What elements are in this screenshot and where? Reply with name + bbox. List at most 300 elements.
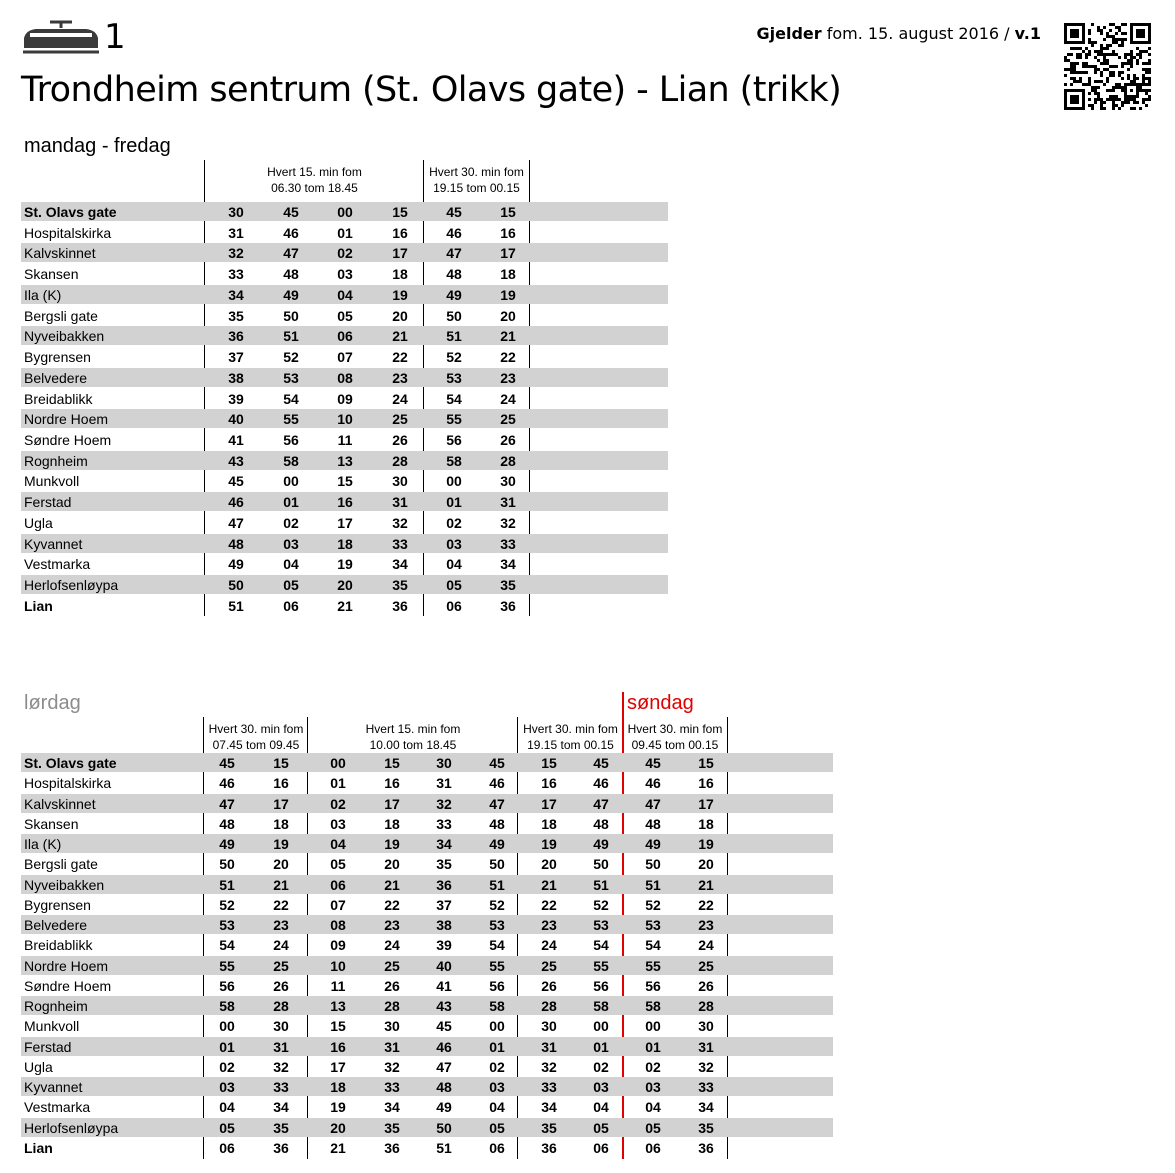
departure-minute: 05 <box>330 856 346 873</box>
departure-minute: 16 <box>541 775 557 792</box>
departure-minute: 16 <box>698 775 714 792</box>
column-header <box>205 164 424 196</box>
departure-minute: 03 <box>283 535 299 552</box>
departure-minute: 02 <box>593 1058 609 1075</box>
departure-minute: 19 <box>698 836 714 853</box>
departure-minute: 19 <box>330 1099 346 1116</box>
departure-minute: 31 <box>384 1038 400 1055</box>
departure-minute: 47 <box>645 795 661 812</box>
departure-minute: 03 <box>645 1079 661 1096</box>
departure-minute: 51 <box>436 1139 452 1156</box>
departure-minute: 23 <box>500 369 516 386</box>
departure-minute: 16 <box>500 224 516 241</box>
stop-name: Søndre Hoem <box>24 977 112 994</box>
departure-minute: 18 <box>541 815 557 832</box>
departure-minute: 19 <box>541 836 557 853</box>
departure-minute: 39 <box>436 937 452 954</box>
departure-minute: 48 <box>283 266 299 283</box>
departure-minute: 46 <box>593 775 609 792</box>
departure-minute: 26 <box>500 432 516 449</box>
departure-minute: 52 <box>219 896 235 913</box>
departure-minute: 23 <box>392 369 408 386</box>
departure-minute: 06 <box>283 597 299 614</box>
departure-minute: 43 <box>228 452 244 469</box>
departure-minute: 33 <box>384 1079 400 1096</box>
departure-minute: 49 <box>446 286 462 303</box>
departure-minute: 33 <box>500 535 516 552</box>
departure-minute: 52 <box>489 896 505 913</box>
weekday-title: mandag - fredag <box>24 135 171 157</box>
departure-minute: 06 <box>219 1139 235 1156</box>
departure-minute: 35 <box>698 1119 714 1136</box>
departure-minute: 58 <box>593 998 609 1015</box>
departure-minute: 02 <box>330 795 346 812</box>
departure-minute: 49 <box>645 836 661 853</box>
departure-minute: 07 <box>330 896 346 913</box>
departure-minute: 15 <box>500 204 516 220</box>
departure-minute: 36 <box>436 876 452 893</box>
stop-name: Kyvannet <box>24 535 83 552</box>
column-header <box>424 164 529 196</box>
departure-minute: 03 <box>593 1079 609 1096</box>
departure-minute: 25 <box>273 957 289 974</box>
departure-minute: 17 <box>273 795 289 812</box>
departure-minute: 34 <box>436 836 452 853</box>
column-header-line2: 06.30 tom 18.45 <box>271 181 358 195</box>
departure-minute: 32 <box>392 514 408 531</box>
departure-minute: 32 <box>698 1058 714 1075</box>
departure-minute: 18 <box>330 1079 346 1096</box>
departure-minute: 31 <box>228 224 244 241</box>
departure-minute: 33 <box>698 1079 714 1096</box>
departure-minute: 01 <box>489 1038 505 1055</box>
departure-minute: 32 <box>384 1058 400 1075</box>
departure-minute: 25 <box>392 411 408 428</box>
departure-minute: 00 <box>283 473 299 490</box>
departure-minute: 28 <box>384 998 400 1015</box>
departure-minute: 50 <box>645 856 661 873</box>
departure-minute: 46 <box>228 494 244 511</box>
departure-minute: 47 <box>489 795 505 812</box>
stop-name: Bergsli gate <box>24 856 98 873</box>
departure-minute: 35 <box>228 307 244 324</box>
departure-minute: 00 <box>219 1018 235 1035</box>
departure-minute: 24 <box>541 937 557 954</box>
departure-minute: 15 <box>273 755 289 771</box>
column-header-line1: Hvert 30. min fom <box>627 722 723 736</box>
stop-name: Herlofsenløypa <box>24 577 119 594</box>
validity-date: fom. 15. august 2016 / <box>821 24 1015 43</box>
departure-minute: 58 <box>219 998 235 1015</box>
stop-name: Ugla <box>24 1058 53 1075</box>
departure-minute: 47 <box>446 245 462 262</box>
departure-minute: 21 <box>698 876 714 893</box>
departure-minute: 17 <box>698 795 714 812</box>
departure-minute: 58 <box>489 998 505 1015</box>
departure-minute: 35 <box>500 577 516 594</box>
column-header <box>204 721 308 753</box>
stop-name: Bergsli gate <box>24 307 98 324</box>
departure-minute: 22 <box>698 896 714 913</box>
departure-minute: 31 <box>436 775 452 792</box>
departure-minute: 47 <box>436 1058 452 1075</box>
departure-minute: 45 <box>645 755 661 771</box>
departure-minute: 20 <box>541 856 557 873</box>
stop-name: Kalvskinnet <box>24 795 96 812</box>
departure-minute: 04 <box>219 1099 235 1116</box>
departure-minute: 22 <box>273 896 289 913</box>
departure-minute: 48 <box>228 535 244 552</box>
departure-minute: 02 <box>446 514 462 531</box>
departure-minute: 01 <box>219 1038 235 1055</box>
column-header-line2: 07.45 tom 09.45 <box>212 738 300 752</box>
departure-minute: 00 <box>645 1018 661 1035</box>
departure-minute: 18 <box>384 815 400 832</box>
departure-minute: 16 <box>392 224 408 241</box>
departure-minute: 45 <box>219 755 235 771</box>
departure-minute: 36 <box>392 597 408 614</box>
departure-minute: 51 <box>446 328 462 345</box>
departure-minute: 51 <box>219 876 235 893</box>
departure-minute: 26 <box>273 977 289 994</box>
departure-minute: 47 <box>593 795 609 812</box>
departure-minute: 50 <box>436 1119 452 1136</box>
departure-minute: 55 <box>489 957 505 974</box>
departure-minute: 20 <box>273 856 289 873</box>
departure-minute: 16 <box>273 775 289 792</box>
departure-minute: 48 <box>645 815 661 832</box>
departure-minute: 00 <box>489 1018 505 1035</box>
departure-minute: 28 <box>500 452 516 469</box>
departure-minute: 35 <box>384 1119 400 1136</box>
departure-minute: 01 <box>330 775 346 792</box>
departure-minute: 16 <box>384 775 400 792</box>
departure-minute: 16 <box>330 1038 346 1055</box>
departure-minute: 30 <box>228 204 244 220</box>
departure-minute: 02 <box>283 514 299 531</box>
departure-minute: 38 <box>228 369 244 386</box>
departure-minute: 23 <box>698 917 714 934</box>
departure-minute: 49 <box>593 836 609 853</box>
stop-name: Munkvoll <box>24 473 80 490</box>
departure-minute: 03 <box>219 1079 235 1096</box>
departure-minute: 38 <box>436 917 452 934</box>
departure-minute: 04 <box>489 1099 505 1116</box>
departure-minute: 55 <box>283 411 299 428</box>
departure-minute: 02 <box>645 1058 661 1075</box>
departure-minute: 36 <box>500 597 516 614</box>
departure-minute: 37 <box>436 896 452 913</box>
departure-minute: 21 <box>337 597 353 614</box>
departure-minute: 33 <box>392 535 408 552</box>
departure-minute: 26 <box>392 432 408 449</box>
departure-minute: 53 <box>283 369 299 386</box>
departure-minute: 58 <box>446 452 462 469</box>
stop-name: Herlofsenløypa <box>24 1119 119 1136</box>
departure-minute: 22 <box>392 349 408 366</box>
departure-minute: 06 <box>645 1139 661 1156</box>
departure-minute: 30 <box>541 1018 557 1035</box>
departure-minute: 50 <box>228 577 244 594</box>
stop-name: Hospitalskirka <box>24 224 112 241</box>
departure-minute: 47 <box>219 795 235 812</box>
departure-minute: 18 <box>337 535 353 552</box>
departure-minute: 05 <box>645 1119 661 1136</box>
departure-minute: 41 <box>228 432 244 449</box>
departure-minute: 48 <box>489 815 505 832</box>
departure-minute: 46 <box>446 224 462 241</box>
departure-minute: 50 <box>283 307 299 324</box>
departure-minute: 40 <box>436 957 452 974</box>
departure-minute: 34 <box>500 556 516 573</box>
departure-minute: 51 <box>489 876 505 893</box>
validity-text <box>756 24 1041 43</box>
departure-minute: 03 <box>446 535 462 552</box>
departure-minute: 28 <box>698 998 714 1015</box>
departure-minute: 20 <box>500 307 516 324</box>
departure-minute: 00 <box>446 473 462 490</box>
departure-minute: 21 <box>273 876 289 893</box>
departure-minute: 20 <box>698 856 714 873</box>
departure-minute: 06 <box>330 876 346 893</box>
departure-minute: 52 <box>645 896 661 913</box>
departure-minute: 54 <box>645 937 661 954</box>
departure-minute: 24 <box>384 937 400 954</box>
stop-name: Nordre Hoem <box>24 411 109 428</box>
departure-minute: 56 <box>446 432 462 449</box>
departure-minute: 49 <box>219 836 235 853</box>
departure-minute: 04 <box>337 286 353 303</box>
departure-minute: 06 <box>489 1139 505 1156</box>
stop-name: Vestmarka <box>24 1099 91 1116</box>
departure-minute: 22 <box>384 896 400 913</box>
stop-name: Nyveibakken <box>24 876 105 893</box>
departure-minute: 24 <box>392 390 408 407</box>
departure-minute: 49 <box>489 836 505 853</box>
departure-minute: 53 <box>446 369 462 386</box>
departure-minute: 02 <box>219 1058 235 1075</box>
departure-minute: 02 <box>337 245 353 262</box>
departure-minute: 19 <box>384 836 400 853</box>
departure-minute: 49 <box>283 286 299 303</box>
departure-minute: 30 <box>436 755 452 771</box>
departure-minute: 17 <box>384 795 400 812</box>
departure-minute: 15 <box>698 755 714 771</box>
departure-minute: 56 <box>283 432 299 449</box>
page-title: Trondheim sentrum (St. Olavs gate) - Lian (trikk) <box>21 70 842 110</box>
departure-minute: 56 <box>593 977 609 994</box>
departure-minute: 47 <box>228 514 244 531</box>
departure-minute: 36 <box>228 328 244 345</box>
departure-minute: 05 <box>283 577 299 594</box>
stop-name: Rognheim <box>24 452 88 469</box>
departure-minute: 09 <box>330 937 346 954</box>
departure-minute: 50 <box>219 856 235 873</box>
departure-minute: 17 <box>500 245 516 262</box>
departure-minute: 23 <box>541 917 557 934</box>
departure-minute: 36 <box>273 1139 289 1156</box>
departure-minute: 58 <box>283 452 299 469</box>
departure-minute: 52 <box>283 349 299 366</box>
departure-minute: 54 <box>283 390 299 407</box>
departure-minute: 54 <box>489 937 505 954</box>
departure-minute: 30 <box>273 1018 289 1035</box>
departure-minute: 00 <box>330 755 346 771</box>
departure-minute: 11 <box>337 432 353 449</box>
departure-minute: 33 <box>273 1079 289 1096</box>
departure-minute: 36 <box>541 1139 557 1156</box>
departure-minute: 32 <box>500 514 516 531</box>
column-header-line2: 10.00 tom 18.45 <box>369 738 457 752</box>
departure-minute: 15 <box>384 755 400 771</box>
departure-minute: 01 <box>593 1038 609 1055</box>
departure-minute: 30 <box>384 1018 400 1035</box>
stop-name: Hospitalskirka <box>24 775 112 792</box>
departure-minute: 01 <box>645 1038 661 1055</box>
departure-minute: 23 <box>273 917 289 934</box>
departure-minute: 03 <box>489 1079 505 1096</box>
departure-minute: 45 <box>436 1018 452 1035</box>
departure-minute: 51 <box>645 876 661 893</box>
column-header-line1: Hvert 30. min fom <box>208 722 304 736</box>
departure-minute: 52 <box>446 349 462 366</box>
stop-name: Belvedere <box>24 917 88 934</box>
departure-minute: 08 <box>330 917 346 934</box>
version-label: v.1 <box>1014 24 1041 43</box>
departure-minute: 31 <box>500 494 516 511</box>
departure-minute: 33 <box>541 1079 557 1096</box>
departure-minute: 31 <box>392 494 408 511</box>
route-number: 1 <box>104 17 126 57</box>
departure-minute: 28 <box>273 998 289 1015</box>
departure-minute: 34 <box>392 556 408 573</box>
departure-minute: 10 <box>337 411 353 428</box>
departure-minute: 09 <box>337 390 353 407</box>
stop-name: Lian <box>24 597 53 614</box>
departure-minute: 04 <box>446 556 462 573</box>
stop-name: St. Olavs gate <box>24 755 117 771</box>
departure-minute: 31 <box>541 1038 557 1055</box>
departure-minute: 50 <box>593 856 609 873</box>
stop-name: Skansen <box>24 815 79 832</box>
departure-minute: 22 <box>500 349 516 366</box>
departure-minute: 08 <box>337 369 353 386</box>
departure-minute: 55 <box>645 957 661 974</box>
departure-minute: 15 <box>392 204 408 220</box>
departure-minute: 34 <box>273 1099 289 1116</box>
departure-minute: 54 <box>446 390 462 407</box>
departure-minute: 18 <box>500 266 516 283</box>
departure-minute: 54 <box>593 937 609 954</box>
departure-minute: 55 <box>593 957 609 974</box>
departure-minute: 21 <box>541 876 557 893</box>
departure-minute: 20 <box>384 856 400 873</box>
departure-minute: 18 <box>698 815 714 832</box>
departure-minute: 45 <box>283 204 299 220</box>
departure-minute: 55 <box>219 957 235 974</box>
departure-minute: 50 <box>446 307 462 324</box>
departure-minute: 19 <box>273 836 289 853</box>
column-header-line1: Hvert 15. min fom <box>365 722 461 736</box>
departure-minute: 34 <box>384 1099 400 1116</box>
departure-minute: 02 <box>489 1058 505 1075</box>
column-header <box>308 721 518 753</box>
departure-minute: 32 <box>541 1058 557 1075</box>
departure-minute: 18 <box>392 266 408 283</box>
departure-minute: 17 <box>330 1058 346 1075</box>
departure-minute: 34 <box>541 1099 557 1116</box>
departure-minute: 47 <box>283 245 299 262</box>
departure-minute: 24 <box>500 390 516 407</box>
departure-minute: 41 <box>436 977 452 994</box>
departure-minute: 37 <box>228 349 244 366</box>
departure-minute: 17 <box>541 795 557 812</box>
departure-minute: 30 <box>500 473 516 490</box>
departure-minute: 01 <box>283 494 299 511</box>
stop-name: Breidablikk <box>24 390 93 407</box>
departure-minute: 36 <box>384 1139 400 1156</box>
departure-minute: 03 <box>337 266 353 283</box>
departure-minute: 19 <box>337 556 353 573</box>
qr-code-icon <box>1064 23 1151 110</box>
departure-minute: 26 <box>541 977 557 994</box>
stop-name: Bygrensen <box>24 896 91 913</box>
stop-name: St. Olavs gate <box>24 204 117 220</box>
stop-name: Lian <box>24 1139 53 1156</box>
departure-minute: 32 <box>273 1058 289 1075</box>
stop-name: Nordre Hoem <box>24 957 109 974</box>
departure-minute: 17 <box>392 245 408 262</box>
departure-minute: 04 <box>645 1099 661 1116</box>
departure-minute: 23 <box>384 917 400 934</box>
departure-minute: 15 <box>541 755 557 771</box>
departure-minute: 00 <box>593 1018 609 1035</box>
departure-minute: 56 <box>489 977 505 994</box>
stop-name: Ila (K) <box>24 836 62 853</box>
departure-minute: 48 <box>436 1079 452 1096</box>
departure-minute: 05 <box>337 307 353 324</box>
departure-minute: 28 <box>392 452 408 469</box>
departure-minute: 10 <box>330 957 346 974</box>
departure-minute: 15 <box>337 473 353 490</box>
departure-minute: 35 <box>392 577 408 594</box>
departure-minute: 58 <box>645 998 661 1015</box>
departure-minute: 11 <box>330 977 346 994</box>
departure-minute: 28 <box>541 998 557 1015</box>
departure-minute: 33 <box>228 266 244 283</box>
departure-minute: 39 <box>228 390 244 407</box>
departure-minute: 32 <box>228 245 244 262</box>
departure-minute: 50 <box>489 856 505 873</box>
departure-minute: 35 <box>541 1119 557 1136</box>
departure-minute: 25 <box>384 957 400 974</box>
departure-minute: 13 <box>330 998 346 1015</box>
column-header <box>623 721 727 753</box>
departure-minute: 24 <box>698 937 714 954</box>
departure-minute: 51 <box>228 597 244 614</box>
departure-minute: 15 <box>330 1018 346 1035</box>
departure-minute: 40 <box>228 411 244 428</box>
departure-minute: 24 <box>273 937 289 954</box>
stop-name: Bygrensen <box>24 349 91 366</box>
validity-label: Gjelder <box>756 24 822 43</box>
departure-minute: 05 <box>593 1119 609 1136</box>
departure-minute: 56 <box>645 977 661 994</box>
departure-minute: 31 <box>698 1038 714 1055</box>
stop-name: Vestmarka <box>24 556 91 573</box>
departure-minute: 20 <box>337 577 353 594</box>
departure-minute: 21 <box>384 876 400 893</box>
